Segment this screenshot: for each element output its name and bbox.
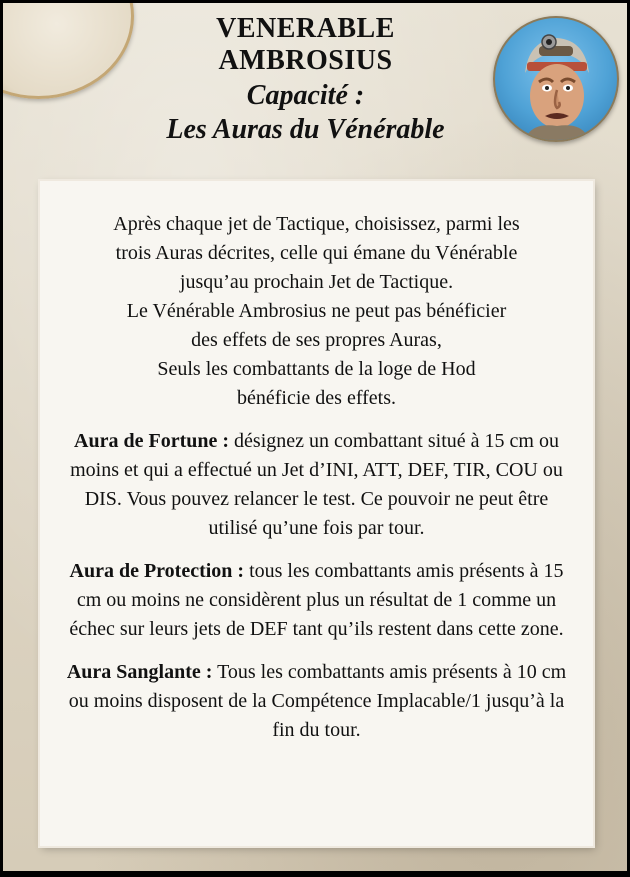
ability-name: Les Auras du Vénérable [166,114,445,145]
aura-protection [62,557,571,644]
aura-sanglante-text: Tous les combattants amis présents à 10 cm ou moins disposent de la Compétence Implacable/1 jusqu’à la fin du tour. [68,661,567,741]
character-name-line-2: AMBROSIUS [218,45,393,76]
intro-line: Seuls les combattants de la loge de Hod [157,358,476,380]
ability-card [3,3,627,871]
corner-ornament [3,3,134,99]
intro-line: Le Vénérable Ambrosius ne peut pas bénéficier [126,300,507,322]
character-name-line-1: VENERABLE [216,13,395,44]
intro-line: des effets de ses propres Auras, [191,329,442,351]
aura-fortune [62,427,571,543]
intro-line: bénéficie des effets. [237,387,396,409]
ability-label: Capacité : [246,80,365,111]
aura-protection-text: tous les combattants amis présents à 15 cm ou moins ne considèrent plus un résultat de 1 comme un échec sur leurs jets de DEF tant qu’ils restent dans cette zone. [69,560,564,640]
aura-fortune-name: Aura de Fortune : [74,430,230,452]
character-portrait [493,16,619,142]
rules-text-panel [40,181,593,846]
card-header [133,13,478,147]
aura-fortune-text: désignez un combattant situé à 15 cm ou moins et qui a effectué un Jet d’INI, ATT, DEF, TIR, COU ou DIS. Vous pouvez relancer le test. Ce pouvoir ne peut être utilisé qu’une fois par tour. [70,430,563,539]
aura-sanglante [62,658,571,745]
aura-protection-name: Aura de Protection : [69,560,245,582]
aura-sanglante-name: Aura Sanglante : [66,661,213,683]
intro-line: Après chaque jet de Tactique, choisissez, parmi les [113,213,520,235]
portrait-icon [495,18,617,140]
intro-line: jusqu’au prochain Jet de Tactique. [179,271,454,293]
intro-line: trois Auras décrites, celle qui émane du Vénérable [115,242,518,264]
intro-text [62,210,571,413]
